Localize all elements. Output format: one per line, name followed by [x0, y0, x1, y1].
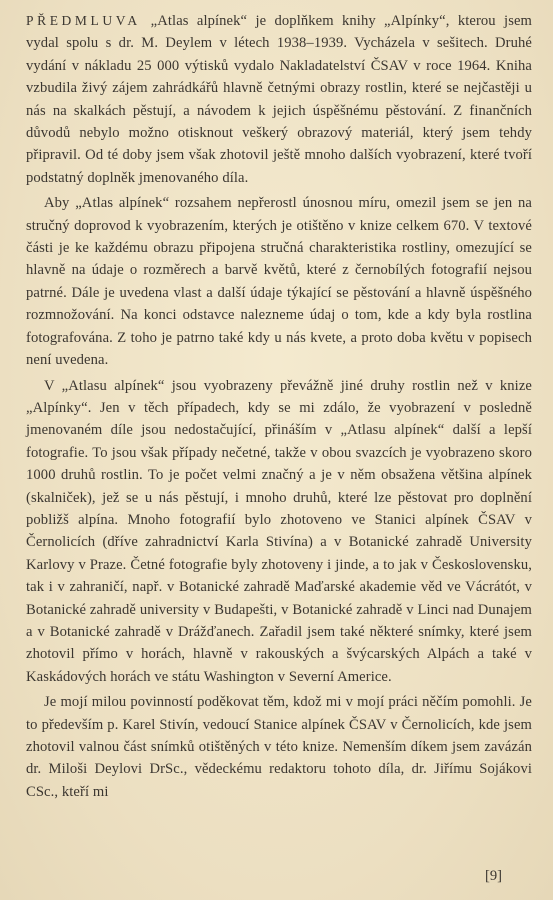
preface-text [26, 10, 532, 803]
paragraph-1-text: „Atlas alpínek“ je doplňkem knihy „Alpínky“, kterou jsem vydal spolu s dr. M. Deylem v létech 1938–1939. Vycházela v sešitech. Druhé vydání v nákladu 25 000 výtisků vydalo Nakladatelství ČSAV v roce 1964. Kniha vzbudila živý zájem zahrádkářů hlavně četnými obrazy rostlin, které se nejčastěji u nás na skalkách pěstují, a návodem k jejich úspěšnému pěstování. Z finančních důvodů nebylo možno otisknout veškerý obrazový materiál, který jsem tehdy připravil. Od té doby jsem však zhotovil ještě mnoho dalších vyobrazení, které tvoří podstatný doplněk jmenovaného díla. [26, 13, 532, 186]
paragraph-1 [26, 10, 532, 189]
section-heading: PŘEDMLUVA [26, 13, 141, 28]
paragraph-4: Je mojí milou povinností poděkovat těm, kdož mi v mojí práci něčím pomohli. Je to především p. Karel Stivín, vedoucí Stanice alpínek ČSAV v Černolicích, kde jsem zhotovil valnou část snímků otištěných v této knize. Nemenším díkem jsem zavázán dr. Miloši Deylovi DrSc., vědeckému redaktoru tohoto díla, dr. Jiřímu Sojákovi CSc., kteří mi [26, 694, 532, 800]
paragraph-3: V „Atlasu alpínek“ jsou vyobrazeny převážně jiné druhy rostlin než v knize „Alpínky“. Jen v těch případech, kdy se mi zdálo, že vyobrazení v posledně jmenovaném díle jsou nedostačující, přináším v „Atlasu alpínek“ další a lepší fotografie. To jsou však případy nečetné, takže v obou svazcích je vyobrazeno skoro 1000 druhů rostlin. To je počet velmi značný a je v něm obsažena většina alpínek (skalniček), jež se u nás pěstují, i mnoho druhů, které lze pěstovat pro doplnění pobližš alpína. Mnoho fotografií bylo zhotoveno ve Stanici alpínek ČSAV v Černolicích (dříve zahradnictví Karla Stivína) a v Botanické zahradě University Karlovy v Praze. Četné fotografie byly zhotoveny i jinde, a to jak v Československu, tak i v zahraničí, např. v Botanické zahradě Maďarské akademie věd ve Vácrátót, v Botanické zahradě university v Budapešti, v Botanické zahradě v Linci nad Dunajem a v Botanické zahradě v Drážďanech. Zařadil jsem také některé snímky, které jsem zhotovil přímo v horách, hlavně v rakouských a švýcarských Alpách a také v Kaskádových horách ve státu Washington v Severní Americe. [26, 377, 532, 685]
page-number: [9] [485, 868, 503, 884]
paragraph-2: Aby „Atlas alpínek“ rozsahem nepřerostl únosnou míru, omezil jsem se jen na stručný doprovod k vyobrazením, kterých je otištěno v knize celkem 670. V textové části je ke každému obrazu připojena stručná charakteristika rostliny, omezující se hlavně na údaje o rozměrech a barvě květů, které z černobílých fotografií nejsou patrné. Dále je uvedena vlast a další údaje týkající se pěstování a hlavně úspěšného rozmnožování. Na konci odstavce nalezneme údaj o tom, kde a kdy byla rostlina fotografována. Z toho je patrno také kdy u nás kvete, a proto doba květu v popisech není uvedena. [26, 195, 532, 369]
